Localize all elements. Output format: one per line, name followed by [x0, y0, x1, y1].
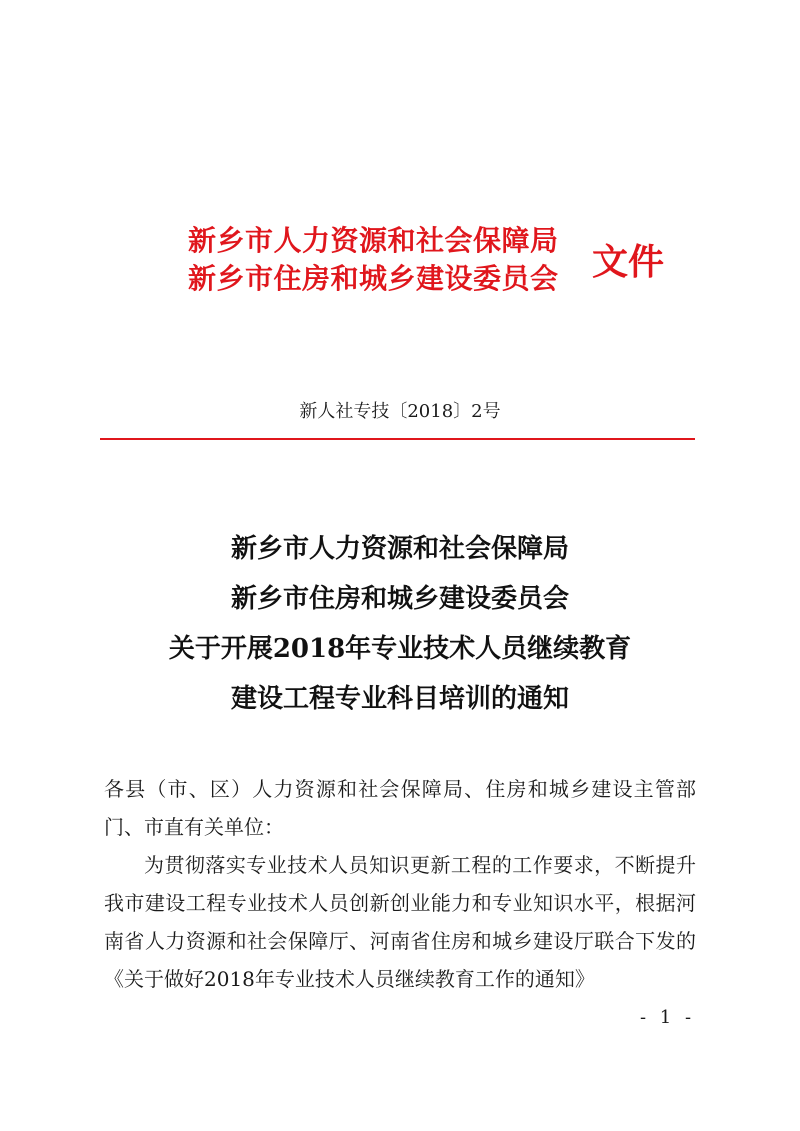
- issuing-authorities: [188, 222, 559, 298]
- document-title: [0, 524, 800, 724]
- title-line-1: 新乡市人力资源和社会保障局: [230, 534, 569, 564]
- issuer-line-2: 新乡市住房和城乡建设委员会: [188, 262, 559, 295]
- page-number: - 1 -: [640, 1007, 696, 1028]
- title-line-4: 建设工程专业科目培训的通知: [230, 684, 569, 714]
- title-line-3: 关于开展2018年专业技术人员继续教育: [168, 634, 632, 664]
- paragraph: 为贯彻落实专业技术人员知识更新工程的工作要求，不断提升我市建设工程专业技术人员创新创业能力和专业知识水平，根据河南省人力资源和社会保障厅、河南省住房和城乡建设厅联合下发的《关于做好2018年专业技术人员继续教育工作的通知》: [104, 853, 696, 991]
- document-body: [104, 770, 696, 998]
- document-header: [188, 222, 708, 302]
- red-divider-line: [100, 438, 695, 440]
- document-number: 新人社专技〔2018〕2号: [299, 401, 501, 422]
- salutation: 各县（市、区）人力资源和社会保障局、住房和城乡建设主管部门、市直有关单位：: [104, 777, 696, 839]
- title-line-2: 新乡市住房和城乡建设委员会: [230, 584, 569, 614]
- issuer-line-1: 新乡市人力资源和社会保障局: [188, 224, 559, 257]
- document-type-label: 文件: [592, 241, 665, 283]
